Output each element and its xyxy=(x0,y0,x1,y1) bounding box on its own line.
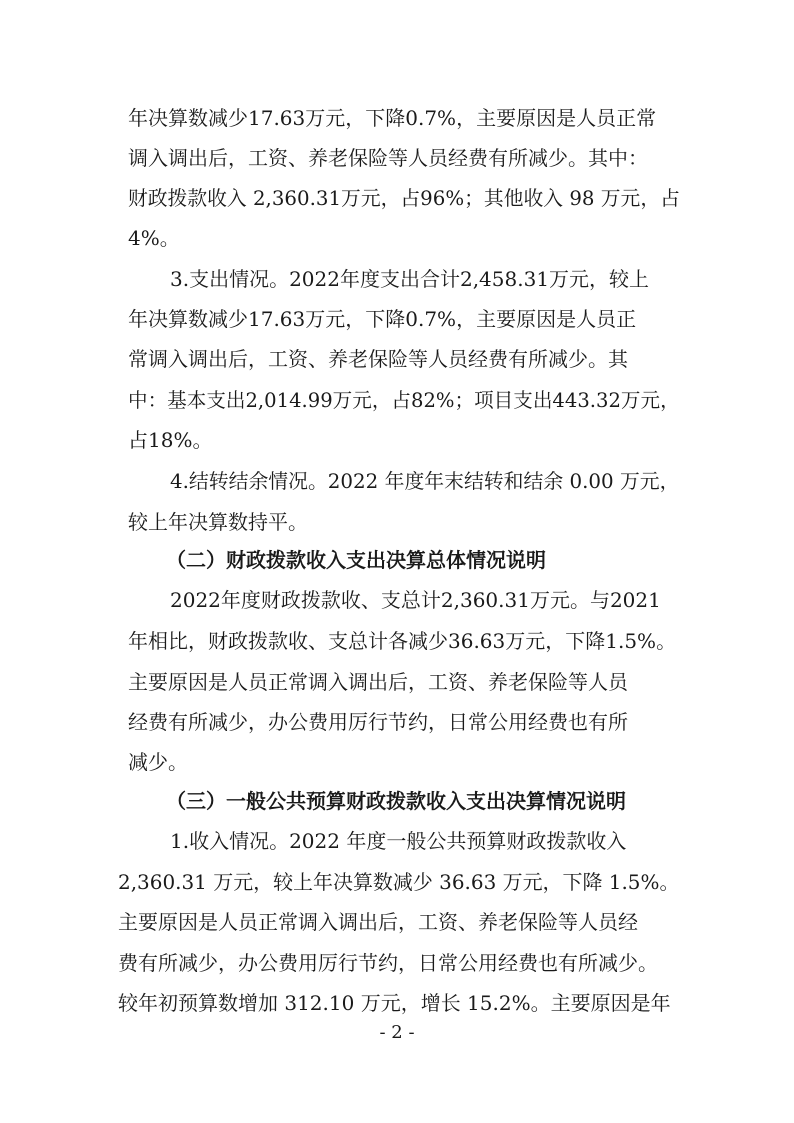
section-heading-text: （二）财政拨款收入支出决算总体情况说明 xyxy=(166,548,546,572)
text-line-content: 3.支出情况。2022年度支出合计2,458.31万元，较上 xyxy=(170,267,650,291)
text-line xyxy=(0,502,794,542)
text-line-content: 4%。 xyxy=(128,226,180,250)
text-line xyxy=(0,299,794,339)
text-line-content: 较年初预算数增加 312.10 万元，增长 15.2%。主要原因是年 xyxy=(118,991,671,1015)
text-line xyxy=(0,178,794,218)
text-line-content: 常调入调出后，工资、养老保险等人员经费有所减少。其 xyxy=(128,347,628,371)
text-line-content: 年相比，财政拨款收、支总计各减少36.63万元，下降1.5%。 xyxy=(128,629,677,653)
text-line-content: 年决算数减少17.63万元，下降0.7%，主要原因是人员正常 xyxy=(128,106,657,130)
text-line xyxy=(0,943,794,983)
text-line xyxy=(0,580,794,620)
page-number: - 2 - xyxy=(379,1022,415,1043)
section-heading xyxy=(0,781,794,821)
text-line-content: 减少。 xyxy=(128,750,188,774)
text-line xyxy=(0,138,794,178)
text-line xyxy=(0,98,794,138)
text-line-content: 年决算数减少17.63万元，下降0.7%，主要原因是人员正 xyxy=(128,307,637,331)
text-line-content: 财政拨款收入 2,360.31万元，占96%；其他收入 98 万元，占 xyxy=(128,186,680,210)
text-line xyxy=(0,259,794,299)
text-line-content: 1.收入情况。2022 年度一般公共预算财政拨款收入 xyxy=(170,829,627,853)
text-line-content: 费有所减少，办公费用厉行节约，日常公用经费也有所减少。 xyxy=(118,951,658,975)
text-line xyxy=(0,218,794,258)
text-line-content: 调入调出后，工资、养老保险等人员经费有所减少。其中： xyxy=(128,146,648,170)
text-line xyxy=(0,902,794,942)
text-line-content: 中：基本支出2,014.99万元，占82%；项目支出443.32万元， xyxy=(128,388,680,412)
text-line-content: 2,360.31 万元，较上年决算数减少 36.63 万元，下降 1.5%。 xyxy=(118,870,680,894)
text-line xyxy=(0,983,794,1023)
text-line xyxy=(0,420,794,460)
text-line-content: 较上年决算数持平。 xyxy=(128,510,308,534)
text-line-content: 经费有所减少，办公费用厉行节约，日常公用经费也有所 xyxy=(128,710,628,734)
text-line-content: 主要原因是人员正常调入调出后，工资、养老保险等人员 xyxy=(128,670,628,694)
text-line xyxy=(0,862,794,902)
text-line xyxy=(0,461,794,501)
text-line xyxy=(0,339,794,379)
text-line-content: 2022年度财政拨款收、支总计2,360.31万元。与2021 xyxy=(170,588,661,612)
text-line xyxy=(0,742,794,782)
text-line xyxy=(0,821,794,861)
text-line xyxy=(0,380,794,420)
text-line-content: 占18%。 xyxy=(128,428,213,452)
text-line-content: 主要原因是人员正常调入调出后，工资、养老保险等人员经 xyxy=(118,910,638,934)
text-line xyxy=(0,702,794,742)
section-heading-text: （三）一般公共预算财政拨款收入支出决算情况说明 xyxy=(166,789,626,813)
text-line-content: 4.结转结余情况。2022 年度年末结转和结余 0.00 万元， xyxy=(170,469,680,493)
text-line xyxy=(0,662,794,702)
section-heading xyxy=(0,540,794,580)
text-line xyxy=(0,621,794,661)
